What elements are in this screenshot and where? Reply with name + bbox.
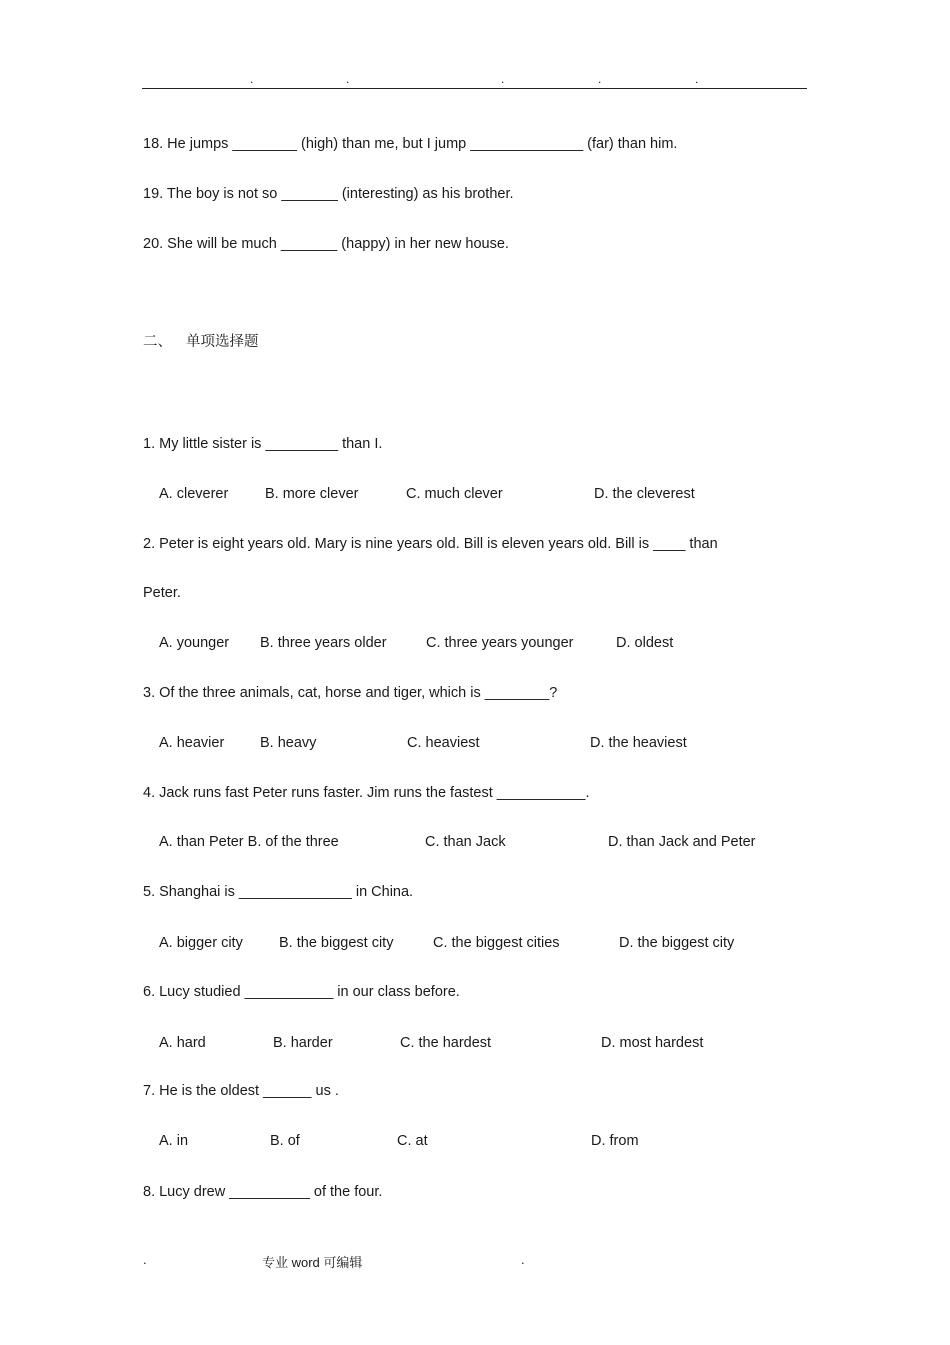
question-stem-continued: Peter. [143, 585, 181, 601]
option-d: D. the biggest city [619, 935, 735, 951]
option-d: D. the cleverest [594, 486, 695, 502]
option-d: D. from [591, 1133, 639, 1149]
option-b: B. the biggest city [279, 935, 394, 951]
footer-label: 专业 word 可编辑 [262, 1255, 363, 1270]
option-a: A. bigger city [159, 935, 243, 951]
header-dot: . [598, 72, 602, 86]
fill-in-item-19: 19. The boy is not so _______ (interesting) as his brother. [143, 186, 514, 202]
question-stem: 2. Peter is eight years old. Mary is nine years old. Bill is eleven years old. Bill is ____ than [143, 536, 718, 552]
section-number: 二、 [143, 334, 172, 350]
footer-dot-right: . [521, 1252, 525, 1267]
option-c: C. much clever [406, 486, 503, 502]
option-d: D. than Jack and Peter [608, 834, 756, 850]
footer-dot-left: . [143, 1252, 147, 1267]
option-c: C. than Jack [425, 834, 506, 850]
option-d: D. most hardest [601, 1035, 704, 1051]
option-a: A. in [159, 1133, 189, 1149]
option-b: B. of [270, 1133, 300, 1149]
option-d: D. the heaviest [590, 735, 687, 751]
option-c: C. heaviest [407, 735, 480, 751]
option-c: C. the biggest cities [433, 935, 560, 951]
question-stem: 5. Shanghai is ______________ in China. [143, 884, 414, 900]
option-b: B. heavy [260, 735, 317, 751]
question-stem: 1. My little sister is _________ than I. [143, 436, 383, 452]
header-dot: . [346, 72, 350, 86]
option-a: A. heavier [159, 735, 225, 751]
option-d: D. oldest [616, 635, 674, 651]
question-stem: 8. Lucy drew __________ of the four. [143, 1184, 383, 1200]
option-c: C. the hardest [400, 1035, 492, 1051]
question-stem: 4. Jack runs fast Peter runs faster. Jim runs the fastest ___________. [143, 785, 590, 801]
option-a: A. younger [159, 635, 230, 651]
option-b: B. harder [273, 1035, 333, 1051]
option-b: B. three years older [260, 635, 387, 651]
header-dot: . [501, 72, 505, 86]
header-rule [142, 88, 807, 89]
option-c: C. at [397, 1133, 428, 1149]
header-dot: . [250, 72, 254, 86]
option-b: B. more clever [265, 486, 359, 502]
question-stem: 7. He is the oldest ______ us . [143, 1083, 339, 1099]
option-a: A. hard [159, 1035, 206, 1051]
option-ab: A. than Peter B. of the three [159, 834, 339, 850]
fill-in-item-20: 20. She will be much _______ (happy) in her new house. [143, 236, 509, 252]
header-dot: . [695, 72, 699, 86]
option-a: A. cleverer [159, 486, 229, 502]
section-title: 单项选择题 [186, 334, 259, 350]
option-c: C. three years younger [426, 635, 574, 651]
question-stem: 3. Of the three animals, cat, horse and tiger, which is ________? [143, 685, 558, 701]
question-stem: 6. Lucy studied ___________ in our class before. [143, 984, 460, 1000]
fill-in-item-18: 18. He jumps ________ (high) than me, but I jump ______________ (far) than him. [143, 136, 678, 152]
